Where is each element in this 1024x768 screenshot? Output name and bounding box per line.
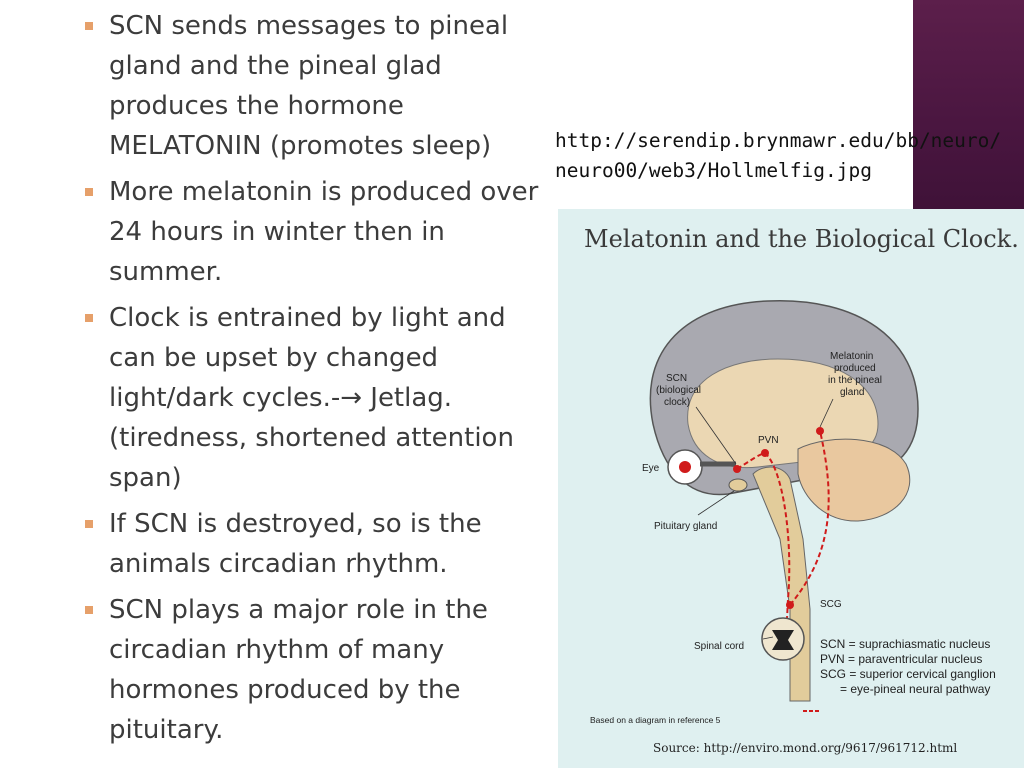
melatonin-label-line-2: produced [834, 363, 876, 374]
eye-label: Eye [642, 463, 660, 474]
bullet-marker [85, 188, 93, 196]
url-line-1[interactable]: http://serendip.brynmawr.edu/bb/neuro/ [555, 129, 1002, 152]
scn-label-line-3: clock) [664, 397, 691, 408]
diagram-source: Source: http://enviro.mond.org/9617/961712.html [653, 741, 958, 755]
scn-label-line-2: (biological [656, 385, 702, 396]
bullet-item [85, 6, 545, 166]
diagram-legend [820, 637, 996, 697]
diagram-title: Melatonin and the Biological Clock. [584, 225, 1019, 253]
url-line-2[interactable]: neuro00/web3/Hollmelfig.jpg [555, 159, 872, 182]
reference-note: Based on a diagram in reference 5 [590, 715, 721, 725]
bullet-item [85, 172, 545, 292]
melatonin-label-line-4: gland [840, 387, 865, 398]
bullet-marker [85, 314, 93, 322]
bullet-text: Clock is entrained by light and can be upset by changed light/dark cycles.-→ Jetlag.(tiredness, shortened attention span) [109, 303, 514, 493]
legend-item: = eye-pineal neural pathway [840, 682, 991, 696]
bullet-item [85, 504, 545, 584]
bullet-marker [85, 22, 93, 30]
bullet-marker [85, 520, 93, 528]
bullet-marker [85, 606, 93, 614]
pvn-label: PVN [758, 435, 779, 446]
scg-label: SCG [820, 599, 842, 610]
scn-label: SCN [666, 373, 688, 384]
legend-item: PVN = paraventricular nucleus [820, 652, 983, 666]
melatonin-label-line-3: in the pineal [828, 375, 882, 386]
image-source-url[interactable] [555, 126, 1024, 186]
legend-item: SCG = superior cervical ganglion [820, 667, 996, 681]
bullet-text: SCN plays a major role in the circadian rhythm of many hormones produced by the pituitary. [109, 595, 488, 745]
legend-item: SCN = suprachiasmatic nucleus [820, 637, 991, 651]
pituitary-label: Pituitary gland [654, 521, 718, 532]
bullet-item [85, 590, 545, 750]
spinal-cord-label: Spinal cord [694, 641, 745, 652]
bullet-item [85, 298, 545, 498]
bullet-list [85, 6, 545, 756]
bullet-text: More melatonin is produced over 24 hours in winter then in summer. [109, 177, 539, 287]
bullet-text: If SCN is destroyed, so is the animals circadian rhythm. [109, 509, 482, 579]
melatonin-label: Melatonin [830, 351, 874, 362]
melatonin-diagram [558, 209, 1024, 768]
bullet-text: SCN sends messages to pineal gland and the pineal glad produces the hormone MELATONIN (promotes sleep) [109, 11, 509, 161]
